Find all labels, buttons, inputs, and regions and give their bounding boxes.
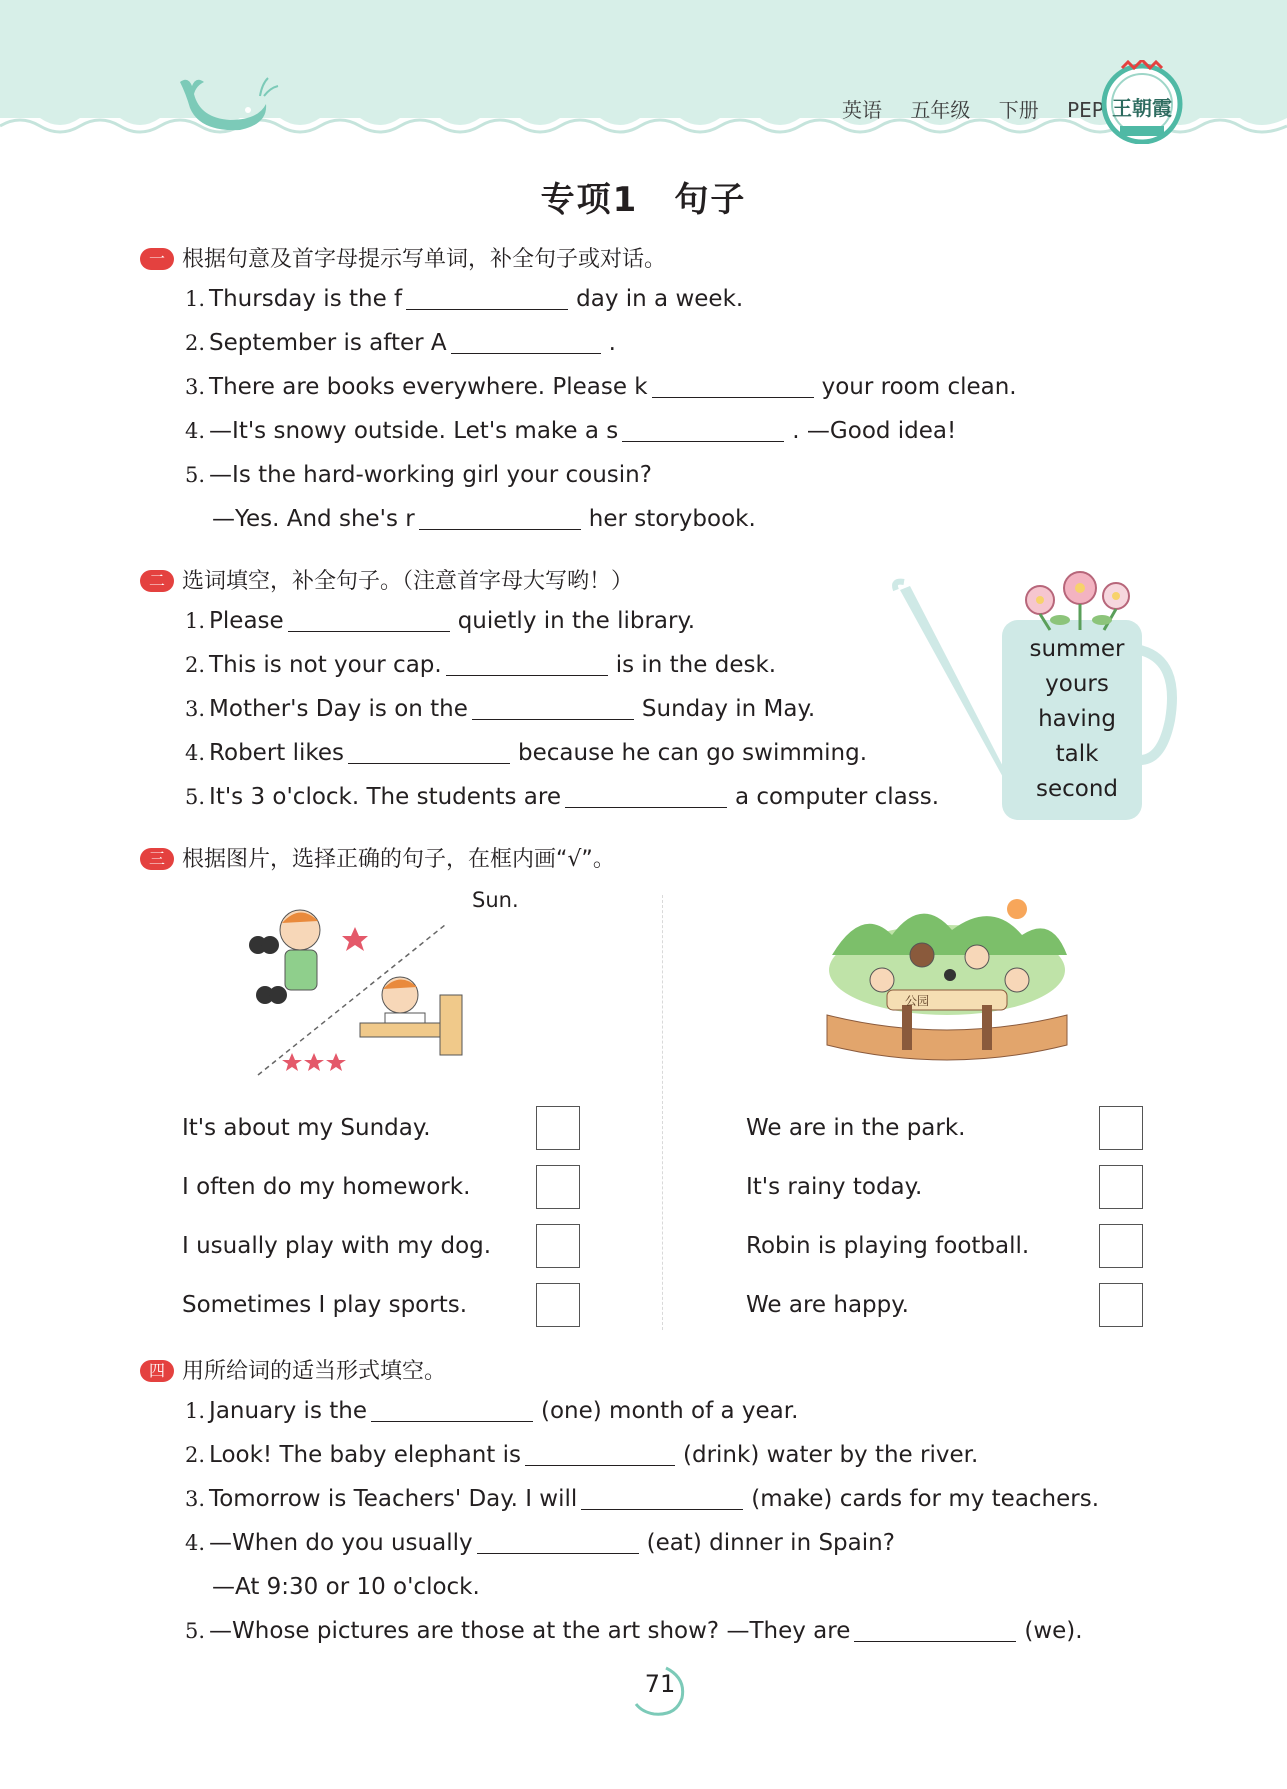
left-option-1: It's about my Sunday. (182, 1115, 431, 1141)
s4-item-1: 1. January is the (one) month of a year. (185, 1398, 799, 1424)
right-option-1: We are in the park. (746, 1115, 966, 1141)
answer-blank[interactable] (477, 1531, 639, 1554)
answer-blank[interactable] (652, 375, 814, 398)
section4-badge: 四 (140, 1360, 174, 1382)
word-bank (1012, 632, 1142, 807)
s2-item-4: 4. Robert likes because he can go swimming. (185, 740, 868, 766)
s4-item-2: 2. Look! The baby elephant is (drink) water by the river. (185, 1442, 979, 1468)
s1-item-5: 5. —Is the hard-working girl your cousin? (185, 462, 652, 488)
left-checkbox-1[interactable] (536, 1106, 580, 1150)
right-option-2: It's rainy today. (746, 1174, 923, 1200)
s2-item-5: 5. It's 3 o'clock. The students are a computer class. (185, 784, 940, 810)
section4-instruction: 用所给词的适当形式填空。 (182, 1359, 447, 1384)
right-option-3: Robin is playing football. (746, 1233, 1030, 1259)
s1-item-4: 4. —It's snowy outside. Let's make a s . —Good idea! (185, 418, 957, 444)
s1-item-5-answer: —Yes. And she's r her storybook. (212, 506, 756, 532)
s2-item-3: 3. Mother's Day is on the Sunday in May. (185, 696, 816, 722)
s4-item-4-answer: —At 9:30 or 10 o'clock. (212, 1574, 480, 1600)
s1-item-3: 3. There are books everywhere. Please k your room clean. (185, 374, 1017, 400)
left-option-2: I often do my homework. (182, 1174, 471, 1200)
page-title: 专项1 句子 (540, 180, 747, 220)
right-checkbox-4[interactable] (1099, 1283, 1143, 1327)
answer-blank[interactable] (288, 609, 450, 632)
s4-item-5: 5. —Whose pictures are those at the art show? —They are (we). (185, 1618, 1083, 1644)
answer-blank[interactable] (622, 419, 784, 442)
answer-blank[interactable] (565, 785, 727, 808)
header-tags (842, 94, 1126, 123)
s2-item-2: 2. This is not your cap. is in the desk. (185, 652, 777, 678)
section1-heading (140, 242, 666, 273)
answer-blank[interactable] (406, 287, 568, 310)
answer-blank[interactable] (371, 1399, 533, 1422)
tag-edition: PEP (1067, 98, 1104, 122)
park-illustration (822, 895, 1072, 1075)
s1-item-2: 2. September is after A . (185, 330, 616, 356)
answer-blank[interactable] (446, 653, 608, 676)
section3-instruction: 根据图片，选择正确的句子，在框内画“√”。 (182, 847, 615, 872)
answer-blank[interactable] (472, 697, 634, 720)
section3-badge: 三 (140, 848, 174, 870)
word-bank-item: having (1038, 706, 1116, 732)
tag-volume: 下册 (998, 98, 1039, 122)
section1-instruction: 根据句意及首字母提示写单词，补全句子或对话。 (182, 247, 667, 272)
answer-blank[interactable] (854, 1619, 1016, 1642)
left-checkbox-2[interactable] (536, 1165, 580, 1209)
right-checkbox-2[interactable] (1099, 1165, 1143, 1209)
tag-subject: 英语 (842, 98, 882, 122)
left-option-3: I usually play with my dog. (182, 1233, 492, 1259)
section3-divider (662, 895, 663, 1330)
right-checkbox-3[interactable] (1099, 1224, 1143, 1268)
sunday-activities-illustration (240, 895, 490, 1085)
left-checkbox-3[interactable] (536, 1224, 580, 1268)
word-bank-item: yours (1045, 671, 1109, 697)
s2-item-1: 1. Please quietly in the library. (185, 608, 696, 634)
answer-blank[interactable] (451, 331, 601, 354)
page-number: 71 (644, 1670, 676, 1698)
word-bank-item: talk (1055, 741, 1099, 767)
brand-badge (1100, 60, 1184, 144)
brand-badge-text: 王朝霞 (1112, 96, 1172, 120)
left-option-4: Sometimes I play sports. (182, 1292, 468, 1318)
left-picture-label: Sun. (472, 888, 519, 912)
whale-icon (170, 74, 280, 134)
answer-blank[interactable] (419, 507, 581, 530)
s4-item-3: 3. Tomorrow is Teachers' Day. I will (make) cards for my teachers. (185, 1486, 1100, 1512)
right-option-4: We are happy. (746, 1292, 909, 1318)
left-checkbox-4[interactable] (536, 1283, 580, 1327)
park-sign: 公园 (905, 994, 930, 1008)
word-bank-item: second (1035, 776, 1119, 802)
section3-heading (140, 842, 615, 873)
tag-grade: 五年级 (910, 98, 971, 122)
answer-blank[interactable] (581, 1487, 743, 1510)
s1-item-1: 1. Thursday is the f day in a week. (185, 286, 744, 312)
answer-blank[interactable] (525, 1443, 675, 1466)
right-checkbox-1[interactable] (1099, 1106, 1143, 1150)
section4-heading (140, 1354, 446, 1385)
section2-instruction: 选词填空，补全句子。（注意首字母大写哟！） (182, 569, 634, 594)
section2-heading (140, 564, 633, 595)
word-bank-item: summer (1029, 636, 1125, 662)
s4-item-4: 4. —When do you usually (eat) dinner in Spain? (185, 1530, 895, 1556)
section2-badge: 二 (140, 570, 174, 592)
answer-blank[interactable] (348, 741, 510, 764)
section1-badge: 一 (140, 248, 174, 270)
page-header (0, 0, 1287, 160)
